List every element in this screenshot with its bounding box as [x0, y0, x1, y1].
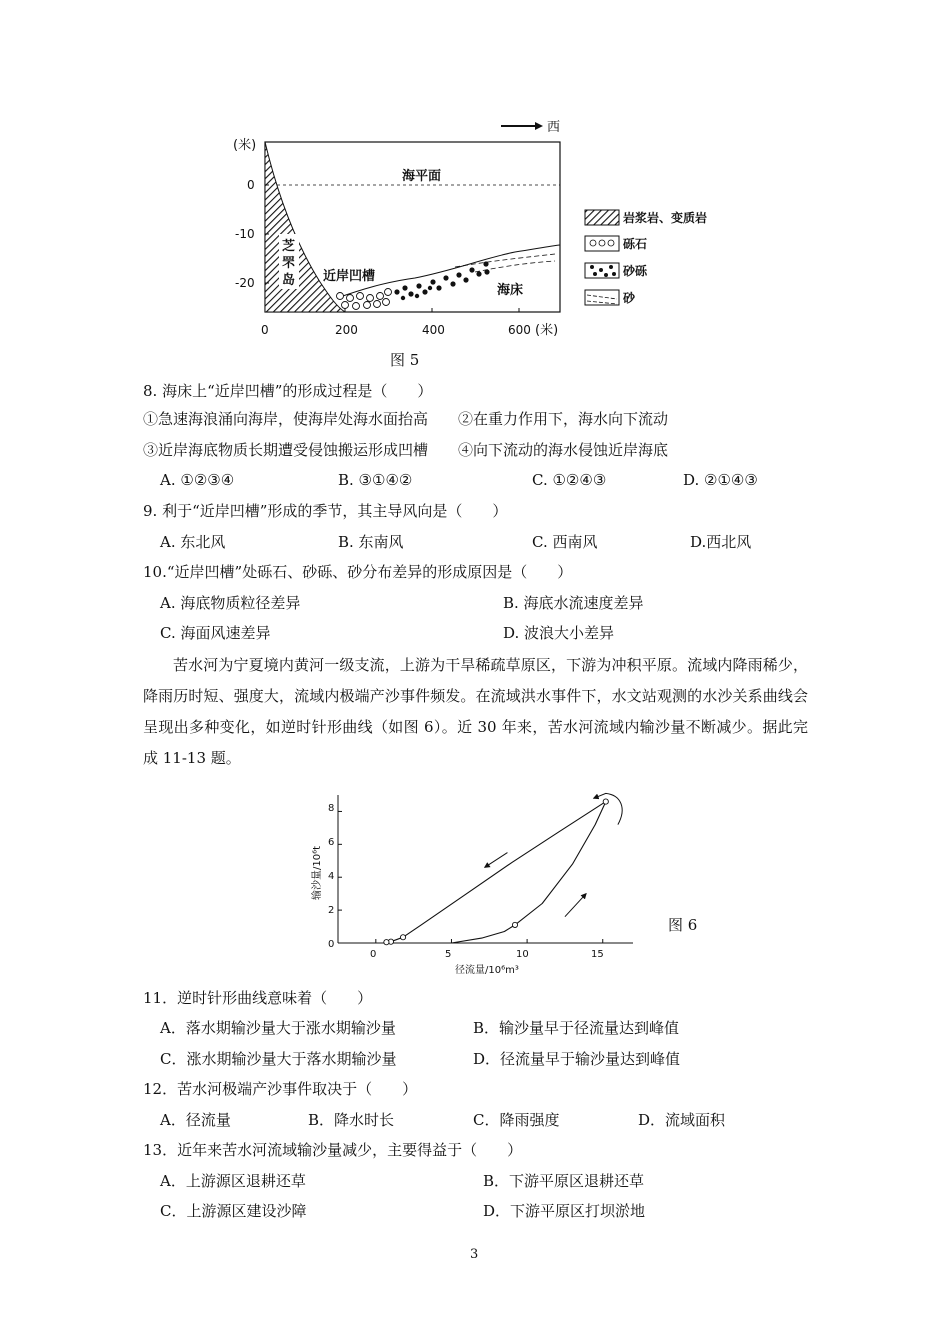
q11-option-a[interactable]: A．落水期输沙量大于涨水期输沙量 [160, 1019, 396, 1037]
fig6-y-tick-8: 8 [328, 803, 335, 814]
fig6-x-tick-0: 0 [370, 949, 377, 960]
q9-option-a[interactable]: A. 东北风 [160, 533, 226, 551]
fig6-y-axis-label: 输沙量/10⁶t [312, 845, 323, 900]
y-unit-label: (米) [233, 138, 257, 153]
q8-item-2: ③近岸海底物质长期遭受侵蚀搬运形成凹槽 ④向下流动的海水侵蚀近岸海底 [143, 441, 669, 459]
fig6-y-tick-2: 2 [328, 905, 335, 916]
fig6-y-tick-6: 6 [328, 837, 335, 848]
q13-option-c[interactable]: C．上游源区建设沙障 [160, 1202, 307, 1220]
fig6-y-tick-0: 0 [328, 939, 335, 950]
q8-option-d[interactable]: D. ②①④③ [683, 471, 758, 489]
q8-option-a[interactable]: A. ①②③④ [160, 471, 235, 489]
q12-option-c[interactable]: C．降雨强度 [473, 1111, 560, 1129]
island-rock [265, 142, 345, 312]
fig6-data-point [512, 922, 517, 927]
fig6-x-tick-5: 5 [445, 949, 452, 960]
q11-stem: 11．逆时针形曲线意味着（ ） [143, 989, 373, 1007]
legend-rock-label: 岩浆岩、变质岩 [623, 211, 708, 225]
fig6-x-tick-10: 10 [516, 949, 529, 960]
q12-option-a[interactable]: A．径流量 [160, 1111, 231, 1129]
x-tick-0: 0 [261, 323, 269, 337]
q12-option-d[interactable]: D．流域面积 [638, 1111, 726, 1129]
island-label-3: 岛 [282, 273, 296, 288]
fig6-x-tick-15: 15 [591, 949, 604, 960]
fig6-series-line-rising [452, 802, 606, 943]
figure-6-chart [300, 785, 645, 977]
legend-gravel-label: 砾石 [623, 237, 648, 251]
q12-option-b[interactable]: B．降水时长 [308, 1111, 395, 1129]
fig6-data-point [400, 935, 405, 940]
gravel-deposit [337, 289, 392, 310]
fig6-data-point [384, 940, 389, 945]
trough-label: 近岸凹槽 [323, 269, 376, 284]
legend-sandgravel-label: 砂砾 [623, 264, 648, 278]
figure-6-caption: 图 6 [668, 916, 698, 934]
q13-option-a[interactable]: A．上游源区退耕还草 [160, 1172, 306, 1190]
page-number: 3 [470, 1247, 479, 1262]
q9-option-b[interactable]: B. 东南风 [338, 533, 404, 551]
y-tick-20: -20 [235, 276, 255, 290]
legend [585, 210, 707, 305]
q10-option-c[interactable]: C. 海面风速差异 [160, 624, 271, 642]
y-tick-0: 0 [247, 178, 255, 192]
west-arrow-icon [501, 122, 543, 130]
sea-level-label: 海平面 [402, 169, 442, 184]
q10-option-d[interactable]: D. 波浪大小差异 [503, 624, 615, 642]
island-label-2: 罘 [282, 256, 296, 271]
fig6-falling-arrow-icon [485, 853, 508, 868]
q8-option-b[interactable]: B. ③①④② [338, 471, 413, 489]
q11-option-b[interactable]: B．输沙量早于径流量达到峰值 [473, 1019, 680, 1037]
q12-stem: 12．苦水河极端产沙事件取决于（ ） [143, 1080, 418, 1098]
q11-option-d[interactable]: D．径流量早于输沙量达到峰值 [473, 1050, 681, 1068]
q8-stem: 8. 海床上“近岸凹槽”的形成过程是（ ） [143, 382, 433, 400]
direction-label: 西 [547, 120, 561, 135]
x-tick-200: 200 [335, 323, 358, 337]
q10-option-a[interactable]: A. 海底物质粒径差异 [160, 594, 301, 612]
fig6-x-axis-label: 径流量/10⁶m³ [455, 965, 519, 976]
q9-option-d[interactable]: D.西北风 [690, 533, 752, 551]
q9-option-c[interactable]: C. 西南风 [532, 533, 598, 551]
x-tick-400: 400 [422, 323, 445, 337]
q13-option-b[interactable]: B．下游平原区退耕还草 [483, 1172, 645, 1190]
fig6-series-line-falling [386, 802, 605, 943]
q8-item-1: ①急速海浪涌向海岸，使海岸处海水面抬高 ②在重力作用下，海水向下流动 [143, 410, 669, 428]
fig6-rising-arrow-icon [565, 894, 586, 917]
island-label-1: 芝 [282, 239, 296, 254]
q8-option-c[interactable]: C. ①②④③ [532, 471, 607, 489]
x-unit-label: (米) [535, 323, 559, 338]
q13-option-d[interactable]: D．下游平原区打坝淤地 [483, 1202, 646, 1220]
q9-stem: 9. 利于“近岸凹槽”形成的季节，其主导风向是（ ） [143, 502, 508, 520]
figure-5-caption: 图 5 [390, 351, 420, 369]
fig6-data-point [603, 799, 608, 804]
sand-gravel-deposit [394, 261, 489, 300]
passage: 苦水河为宁夏境内黄河一级支流，上游为干旱稀疏草原区，下游为冲积平原。流域内降雨稀少，降雨历时短、强度大，流域内极端产沙事件频发。在流域洪水事件下，水文站观测的水沙关系曲线会呈现出多种变化，如逆时针形曲线（如图 6）。近 30 年来，苦水河流域内输沙量不断减少。据此完成 11-13 题。 [143, 656, 808, 767]
x-tick-600: 600 [508, 323, 531, 337]
fig6-y-tick-4: 4 [328, 871, 335, 882]
q13-stem: 13．近年来苦水河流域输沙量减少，主要得益于（ ） [143, 1141, 523, 1159]
q10-stem: 10.“近岸凹槽”处砾石、砂砾、砂分布差异的形成原因是（ ） [143, 563, 573, 581]
figure-5-diagram [225, 112, 708, 342]
seabed-label: 海床 [497, 283, 524, 298]
q11-option-c[interactable]: C．涨水期输沙量大于落水期输沙量 [160, 1050, 397, 1068]
q10-option-b[interactable]: B. 海底水流速度差异 [503, 594, 644, 612]
y-tick-10: -10 [235, 227, 255, 241]
legend-rock-swatch [585, 210, 619, 225]
legend-sand-label: 砂 [623, 291, 636, 305]
